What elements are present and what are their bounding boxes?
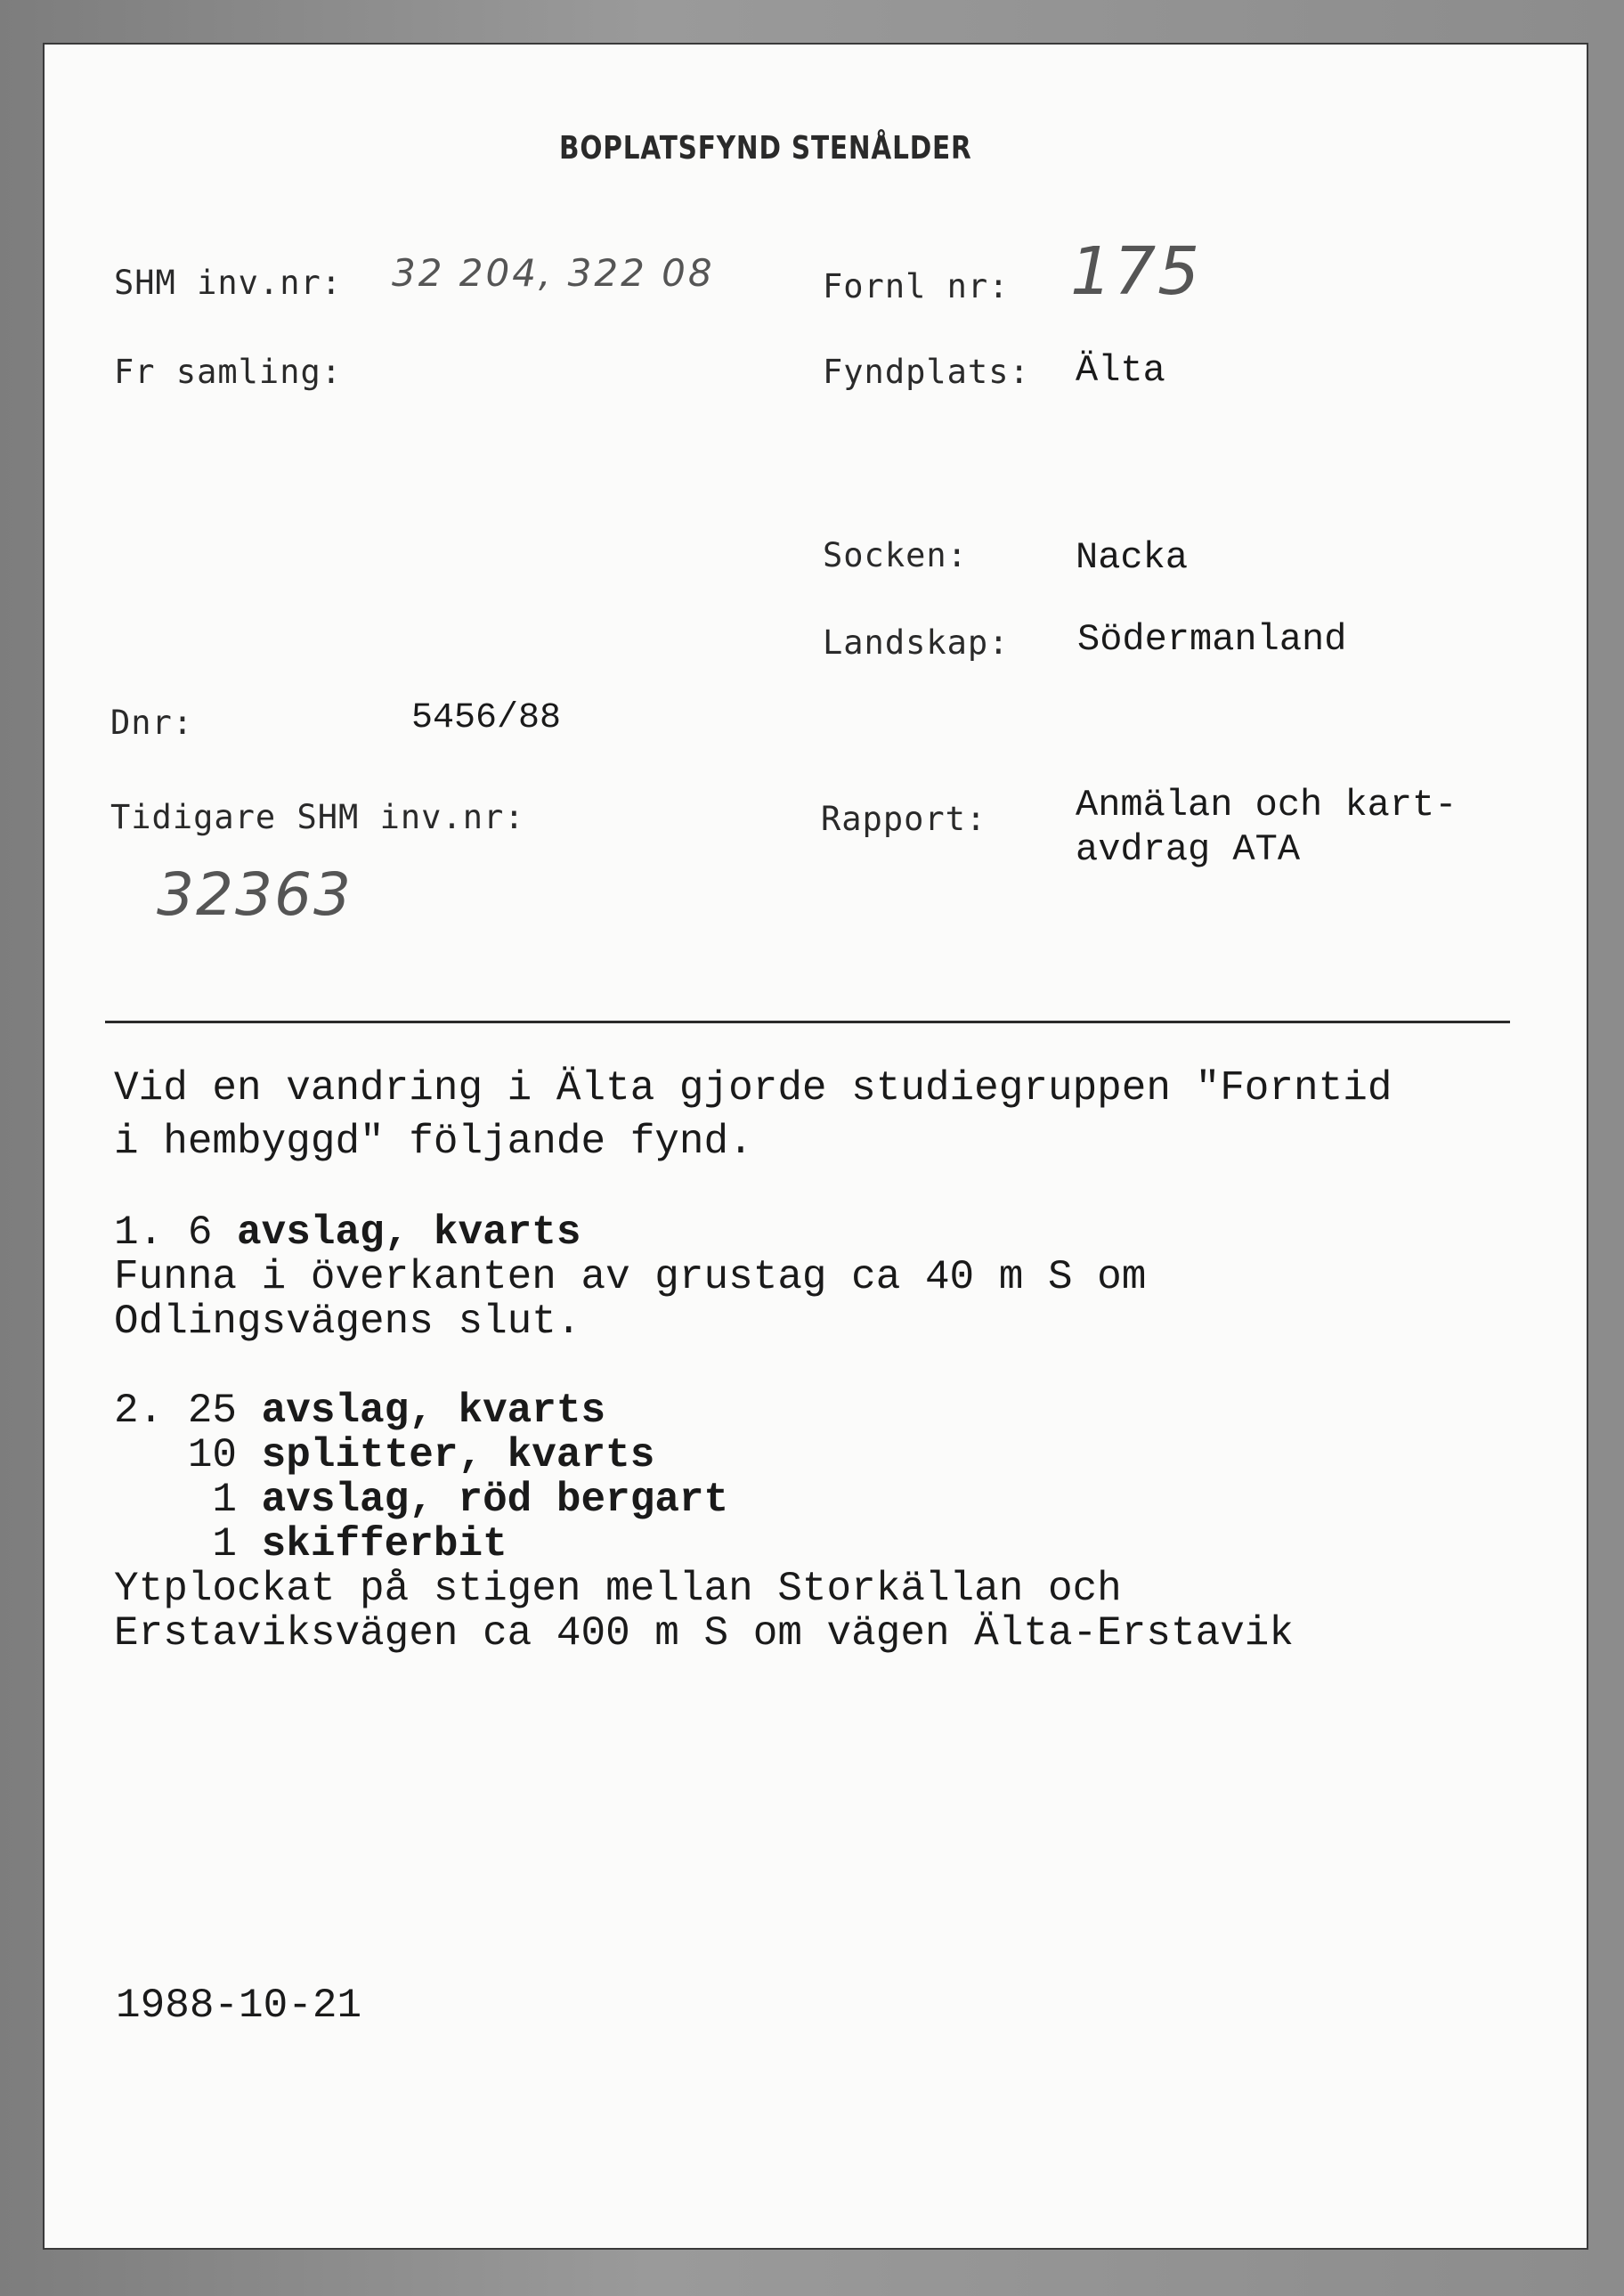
item-2-row-count: 10 (114, 1432, 262, 1478)
item-2-desc-1: Ytplockat på stigen mellan Storkällan och (114, 1566, 1122, 1612)
tidigare-label: Tidigare SHM inv.nr: (110, 798, 525, 836)
dnr-label: Dnr: (110, 704, 194, 742)
item-2-row-title: splitter, kvarts (261, 1432, 655, 1478)
rapport-line1: Anmälan och kart- (1076, 784, 1458, 826)
tidigare-value: 32363 (157, 860, 353, 929)
item-1-number: 1. 6 (114, 1209, 238, 1256)
fornl-value: 175 (1070, 233, 1202, 310)
shm-inv-label: SHM inv.nr: (114, 264, 343, 302)
item-2-row-title: avslag, kvarts (261, 1388, 606, 1434)
landskap-value: Södermanland (1077, 618, 1347, 661)
item-2-row-title: avslag, röd bergart (261, 1477, 729, 1523)
item-2-row (114, 1432, 654, 1478)
item-2-row (114, 1388, 605, 1434)
landskap-label: Landskap: (823, 623, 1010, 662)
item-1-title: avslag, kvarts (237, 1209, 581, 1256)
fyndplats-value: Älta (1076, 349, 1165, 392)
fr-samling-label: Fr samling: (114, 353, 343, 391)
intro-line-2: i hembyggd" följande fynd. (114, 1119, 753, 1165)
divider-line (105, 1021, 1510, 1023)
fyndplats-label: Fyndplats: (823, 353, 1030, 391)
item-2-row (114, 1477, 728, 1523)
item-2-row-count: 2. 25 (114, 1388, 262, 1434)
rapport-label: Rapport: (821, 800, 987, 838)
item-2-row-count: 1 (114, 1477, 262, 1523)
item-2-row-count: 1 (114, 1521, 262, 1567)
item-2-row (114, 1521, 508, 1567)
socken-value: Nacka (1076, 536, 1189, 579)
card-date: 1988-10-21 (116, 1983, 362, 2029)
item-2-row-title: skifferbit (261, 1521, 508, 1567)
dnr-value: 5456/88 (411, 698, 562, 738)
item-2-desc-2: Erstaviksvägen ca 400 m S om vägen Älta-Erstavik (114, 1610, 1295, 1657)
intro-line-1: Vid en vandring i Älta gjorde studiegruppen "Forntid (114, 1065, 1393, 1111)
item-1-desc-2: Odlingsvägens slut. (114, 1299, 581, 1345)
card-title: BOPLATSFYND STENÅLDER (559, 130, 972, 167)
fornl-label: Fornl nr: (823, 267, 1010, 305)
rapport-line2: avdrag ATA (1076, 828, 1301, 871)
socken-label: Socken: (823, 536, 968, 574)
item-1-heading (114, 1209, 581, 1256)
item-1-desc-1: Funna i överkanten av grustag ca 40 m S om (114, 1254, 1147, 1300)
shm-inv-value: 32 204, 322 08 (392, 251, 715, 295)
